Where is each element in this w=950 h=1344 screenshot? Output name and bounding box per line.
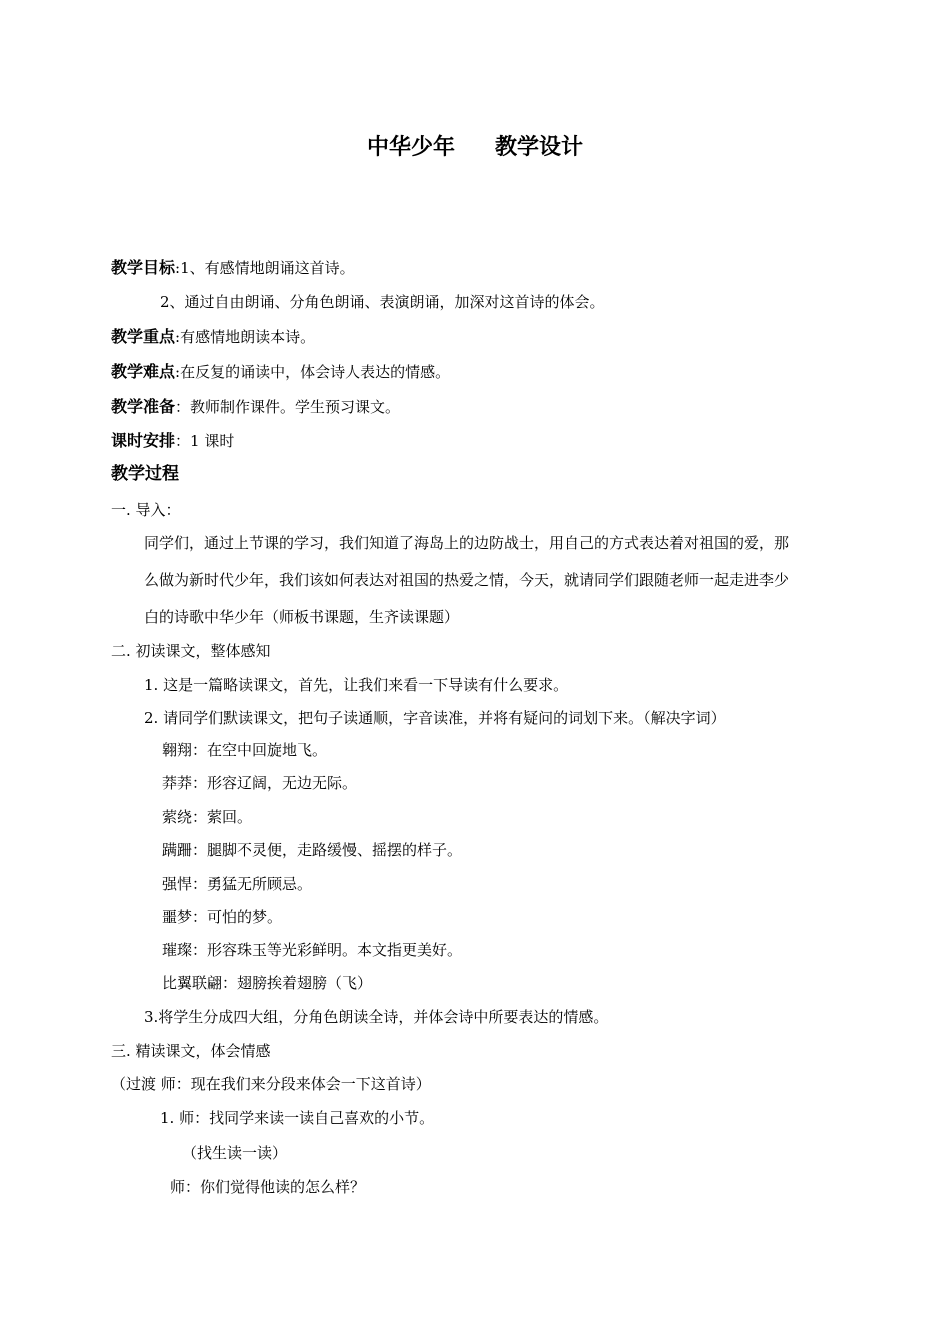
- preparation-text: ：教师制作课件。学生预习课文。: [175, 398, 401, 416]
- vocab-item: 强悍：勇猛无所顾忌。: [162, 875, 313, 893]
- section-3-transition: （过渡 师：现在我们来分段来体会一下这首诗）: [111, 1075, 431, 1093]
- section-2-item-2: 2. 请同学们默读课文，把句子读通顺，字音读准，并将有疑问的词划下来。（解决字词）: [144, 709, 726, 727]
- section-3-heading: 三. 精读课文，体会情感: [111, 1042, 271, 1060]
- schedule-line: [111, 431, 234, 451]
- title-part-1: 中华少年: [366, 135, 455, 160]
- vocab-item: 比翼联翩：翅膀挨着翅膀（飞）: [162, 974, 373, 992]
- section-1-heading: 一. 导入：: [111, 501, 181, 519]
- objectives-label: 教学目标: [111, 258, 176, 277]
- section-2-item-3: 3.将学生分成四大组，分角色朗读全诗，并体会诗中所要表达的情感。: [144, 1008, 609, 1026]
- key-point-text: :有感情地朗读本诗。: [175, 328, 316, 346]
- key-point-label: 教学重点: [111, 327, 176, 346]
- section-3-note: （找生读一读）: [182, 1144, 288, 1162]
- objectives-item-2: 2、通过自由朗诵、分角色朗诵、表演朗诵，加深对这首诗的体会。: [160, 293, 605, 311]
- difficulty-label: 教学难点: [111, 362, 176, 381]
- title-part-2: 教学设计: [495, 135, 584, 160]
- section-1-para-line-1: 同学们，通过上节课的学习，我们知道了海岛上的边防战士，用自己的方式表达着对祖国的爱，那: [144, 534, 790, 552]
- vocab-item: 莽莽：形容辽阔，无边无际。: [162, 774, 358, 792]
- vocab-item: 璀璨：形容珠玉等光彩鲜明。本文指更美好。: [162, 941, 463, 959]
- schedule-text: ：1 课时: [175, 432, 235, 450]
- vocab-item: 蹒跚：腿脚不灵便，走路缓慢、摇摆的样子。: [162, 841, 463, 859]
- difficulty-text: :在反复的诵读中，体会诗人表达的情感。: [175, 363, 451, 381]
- vocab-item: 翱翔：在空中回旋地飞。: [162, 741, 328, 759]
- section-1-para-line-2: 么做为新时代少年，我们该如何表达对祖国的热爱之情，今天，就请同学们跟随老师一起走进李少: [144, 571, 790, 589]
- section-1-para-line-3: 白的诗歌中华少年（师板书课题，生齐读课题）: [144, 608, 460, 626]
- objectives-item-1: :1、有感情地朗诵这首诗。: [175, 259, 355, 277]
- vocab-item: 萦绕：萦回。: [162, 808, 253, 826]
- section-2-item-1: 1. 这是一篇略读课文，首先，让我们来看一下导读有什么要求。: [144, 676, 569, 694]
- section-3-question: 师：你们觉得他读的怎么样？: [170, 1178, 366, 1196]
- preparation-line: [111, 397, 400, 417]
- process-heading: 教学过程: [111, 464, 179, 484]
- difficulty-line: [111, 362, 450, 382]
- key-point-line: [111, 327, 315, 347]
- objectives-line-1: [111, 258, 355, 278]
- page-title: [0, 132, 950, 164]
- preparation-label: 教学准备: [111, 397, 176, 416]
- schedule-label: 课时安排: [111, 431, 176, 450]
- section-2-heading: 二. 初读课文，整体感知: [111, 642, 271, 660]
- vocab-item: 噩梦：可怕的梦。: [162, 908, 283, 926]
- section-3-item-1: 1. 师：找同学来读一读自己喜欢的小节。: [160, 1109, 435, 1127]
